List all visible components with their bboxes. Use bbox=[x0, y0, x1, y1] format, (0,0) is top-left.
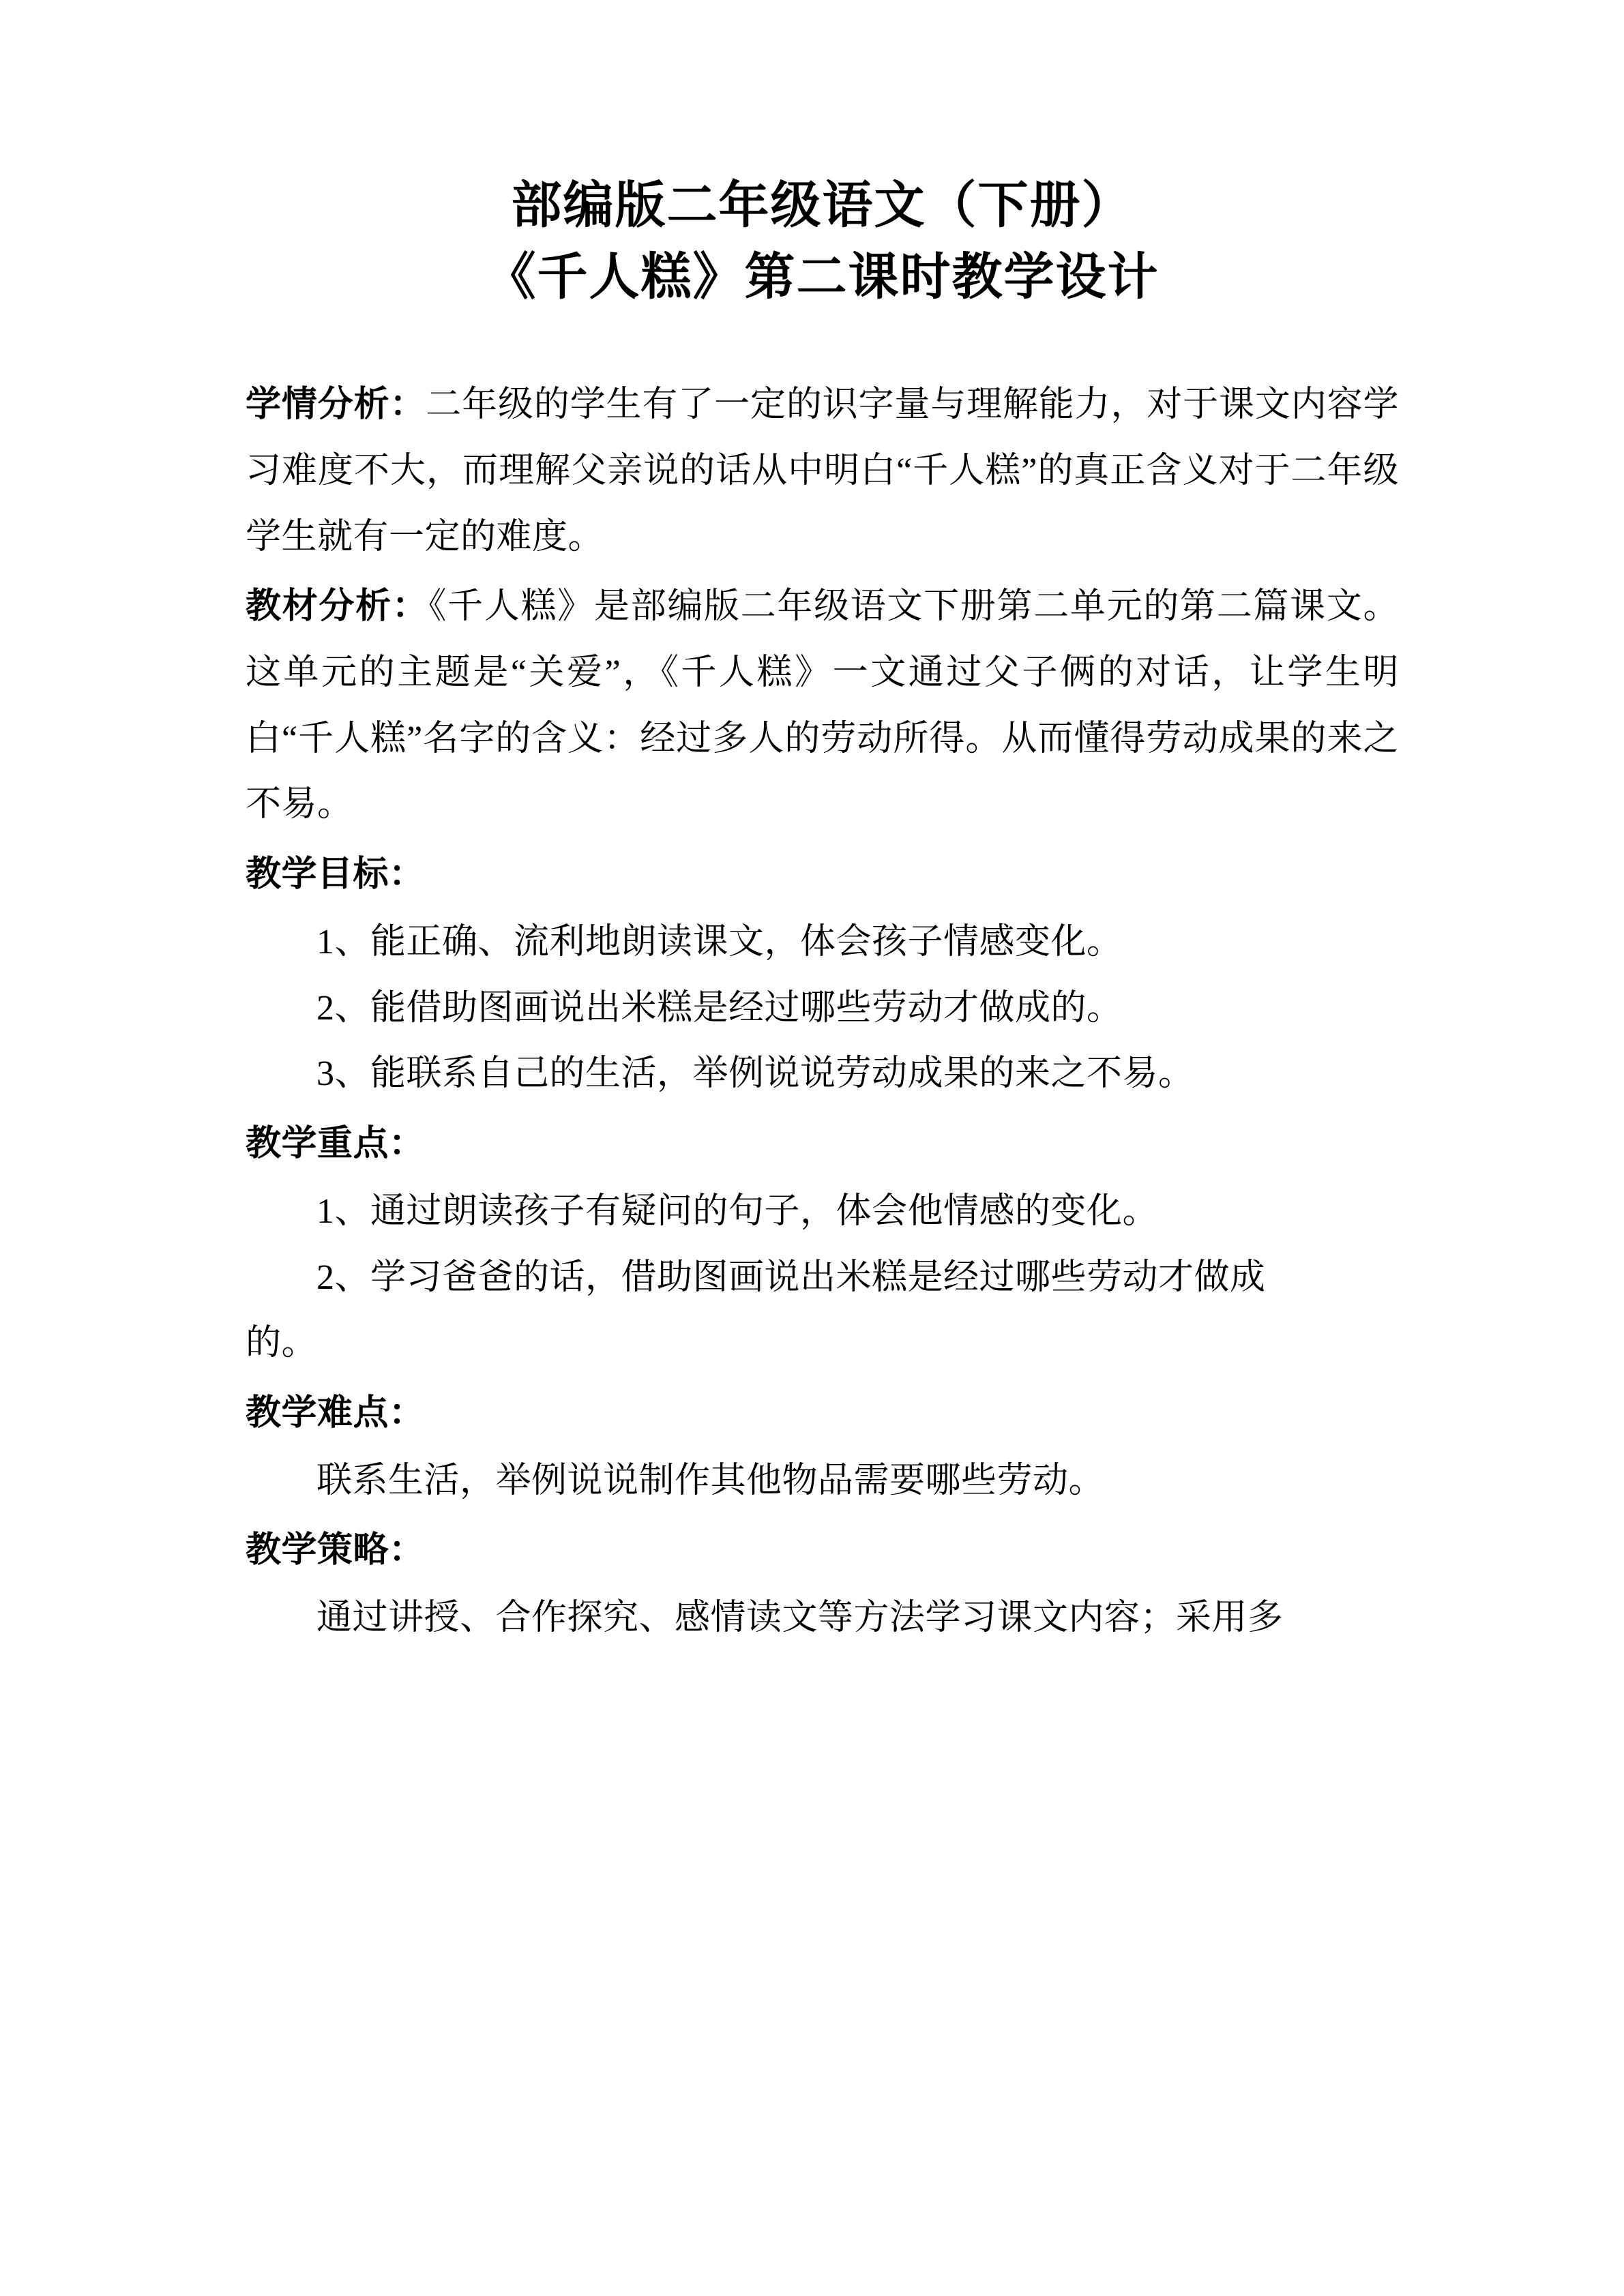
page-title-line-2: 《千人糕》第二课时教学设计 bbox=[485, 250, 1160, 306]
section-zhongdian-continuation: 的。 bbox=[246, 1324, 318, 1363]
section-jiaocai-label: 教材分析： bbox=[246, 587, 429, 627]
list-item: 2、学习爸爸的话，借助图画说出米糕是经过哪些劳动才做成 bbox=[316, 1257, 1266, 1297]
section-mubiao-heading: 教学目标： bbox=[246, 855, 425, 895]
list-item: 联系生活，举例说说制作其他物品需要哪些劳动。 bbox=[316, 1461, 1105, 1500]
section-jiaocai-paragraph bbox=[246, 574, 1399, 838]
list-item: 1、通过朗读孩子有疑问的句子，体会他情感的变化。 bbox=[316, 1191, 1159, 1231]
section-zhongdian-heading: 教学重点： bbox=[246, 1124, 425, 1164]
section-xueqing-label: 学情分析： bbox=[246, 385, 426, 425]
list-item: 2、能借助图画说出米糕是经过哪些劳动才做成的。 bbox=[316, 988, 1123, 1028]
section-jiaocai-body: 《千人糕》是部编版二年级语文下册第二单元的第二篇课文。这单元的主题是“关爱”，《千人糕》一文通过父子俩的对话，让学生明白“千人糕”名字的含义：经过多人的劳动所得。从而懂得劳动成果的来之不易。 bbox=[246, 587, 1399, 824]
section-xueqing-body: 二年级的学生有了一定的识字量与理解能力，对于课文内容学习难度不大，而理解父亲说的话从中明白“千人糕”的真正含义对于二年级学生就有一定的难度。 bbox=[246, 385, 1399, 556]
list-item: 1、能正确、流利地朗读课文，体会孩子情感变化。 bbox=[316, 922, 1123, 961]
page-title-line-1: 部编版二年级语文（下册） bbox=[511, 178, 1134, 234]
list-item: 3、能联系自己的生活，举例说说劳动成果的来之不易。 bbox=[316, 1054, 1194, 1094]
page-title bbox=[246, 170, 1399, 314]
section-xueqing-paragraph bbox=[246, 372, 1399, 570]
list-item: 通过讲授、合作探究、感情读文等方法学习课文内容；采用多 bbox=[316, 1598, 1284, 1638]
section-nandian-heading: 教学难点： bbox=[246, 1393, 425, 1433]
section-celue-heading: 教学策略： bbox=[246, 1531, 425, 1570]
